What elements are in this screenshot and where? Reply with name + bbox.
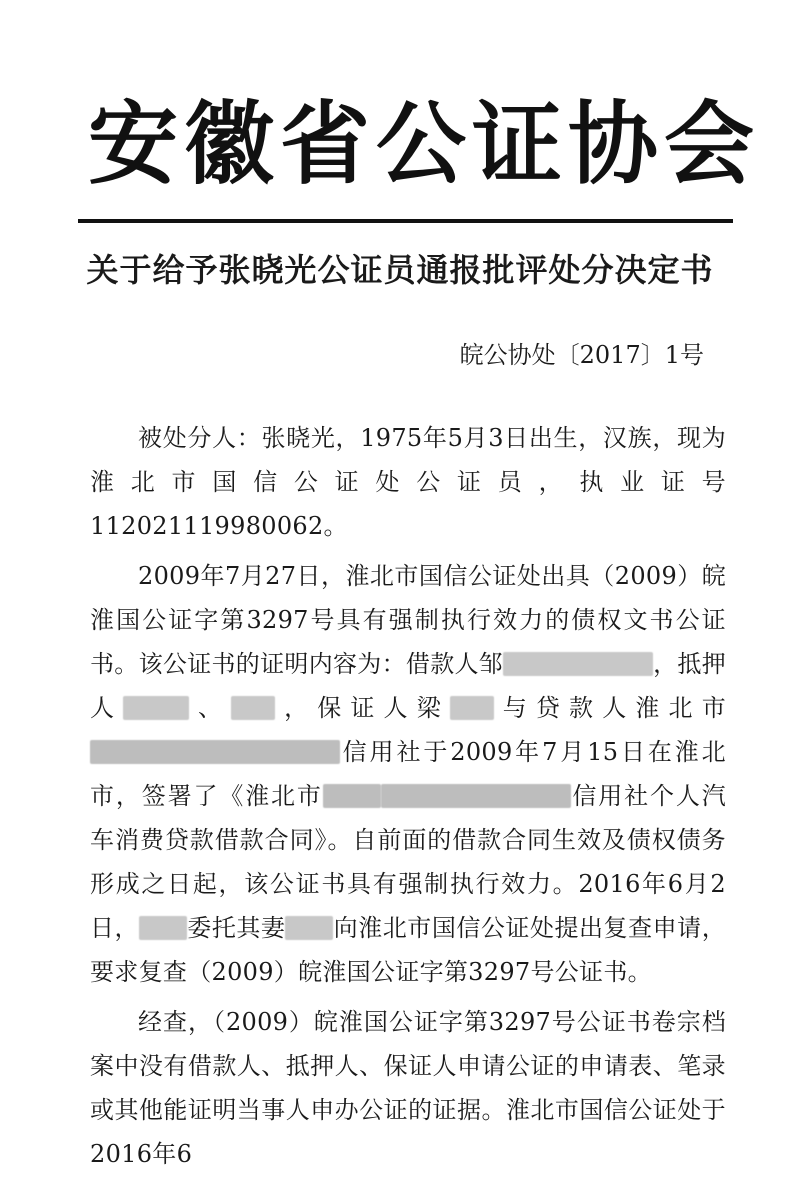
paragraph-text: 信用社于2009年7月15日在淮北市，签署了《淮北市 xyxy=(90,738,726,810)
paragraph-text: 被处分人：张晓光，1975年5月3日出生，汉族，现为淮北市国信公证处公证员，执业证号112021119980062。 xyxy=(90,424,726,540)
document-number: 皖公协处〔2017〕1号 xyxy=(459,341,704,369)
redaction-block xyxy=(285,916,333,940)
redaction-block xyxy=(123,696,189,720)
masthead-rule xyxy=(78,219,733,223)
paragraph-text: 向淮北市国信公证处提出复查申请，要求复查（2009）皖淮国公证字第3297号公证书。 xyxy=(90,914,726,986)
paragraph-findings xyxy=(90,1000,726,1176)
paragraph-text: ，抵押人 xyxy=(90,650,727,722)
redaction-block xyxy=(503,652,653,676)
paragraph-text: 、 xyxy=(189,694,232,722)
redaction-block xyxy=(381,784,571,808)
document-title: 关于给予张晓光公证员通报批评处分决定书 xyxy=(86,251,714,289)
redaction-block xyxy=(323,784,381,808)
paragraph-text: 2009年7月27日，淮北市国信公证处出具（2009）皖淮国公证字第3297号具有强制执行效力的债权文书公证书。该公证书的证明内容为：借款人邹 xyxy=(90,562,726,678)
paragraph-text: 与贷款人淮北市 xyxy=(493,694,726,722)
redaction-block xyxy=(450,696,494,720)
redaction-block xyxy=(139,916,187,940)
paragraph-text: 委托其妻 xyxy=(187,914,286,942)
organization-masthead: 安徽省公证协会 xyxy=(88,91,760,197)
paragraph-text: 信用社个人汽车消费贷款借款合同》。自前面的借款合同生效及债权债务形成之日起，该公证书具有强制执行效力。2016年6月2日， xyxy=(90,782,726,942)
redaction-block xyxy=(231,696,275,720)
paragraph-background xyxy=(90,554,726,994)
paragraph-subject xyxy=(90,416,726,548)
paragraph-text: ，保证人梁 xyxy=(275,694,450,722)
redaction-block xyxy=(90,740,340,764)
document-body xyxy=(90,416,726,1182)
paragraph-text: 经查，（2009）皖淮国公证字第3297号公证书卷宗档案中没有借款人、抵押人、保证人申请公证的申请表、笔录或其他能证明当事人申办公证的证据。淮北市国信公证处于2016年6 xyxy=(90,1008,726,1168)
